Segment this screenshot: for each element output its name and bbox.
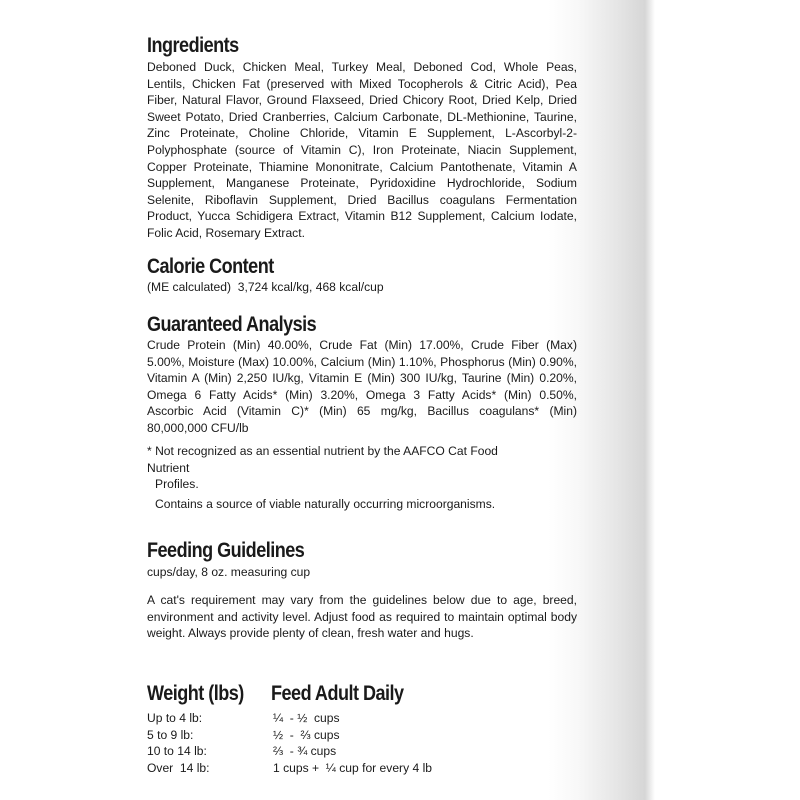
ingredients-list: Deboned Duck, Chicken Meal, Turkey Meal, Deboned Cod, Whole Peas, Lentils, Chicken Fat (preserved with Mixed Tocopherols & Citric Acid), Pea Fiber, Natural Flavor, Ground Flaxseed, Dried Chicory Root, Dried Kelp, Dried Sweet Potato, Dried Cranberries, Calcium Carbonate, DL-Methionine, Taurine, Zinc Proteinate, Choline Chloride, Vitamin E Supplement, L-Ascorbyl-2-Polyphosphate (source of Vitamin C), Iron Proteinate, Niacin Supplement, Copper Proteinate, Thiamine Mononitrate, Calcium Pantothenate, Vitamin A Supplement, Manganese Proteinate, Pyridoxidine Hydrochloride, Sodium Selenite, Riboflavin Supplement, Dried Bacillus coagulans Fermentation Product, Yucca Schidigera Extract, Vitamin B12 Supplement, Calcium Iodate, Folic Acid, Rosemary Extract. — [147, 60, 577, 240]
table-row — [147, 743, 577, 760]
analysis-heading: Guaranteed Analysis — [147, 313, 317, 336]
table-row — [147, 710, 577, 727]
weight-cell: Over 14 lb: — [147, 760, 210, 775]
feed-cell: ¼ - ½ cups — [273, 711, 340, 725]
footnote-line-1: * Not recognized as an essential nutrient by the AAFCO Cat Food — [147, 444, 498, 458]
weight-cell: Up to 4 lb: — [147, 711, 203, 725]
feed-cell: 1 cups + ¼ cup for every 4 lb — [273, 760, 432, 775]
footnote-line-3: Profiles. — [155, 477, 199, 492]
analysis-text: Crude Protein (Min) 40.00%, Crude Fat (Min) 17.00%, Crude Fiber (Max) 5.00%, Moisture (Max) 10.00%, Calcium (Min) 1.10%, Phosphorus (Min) 0.90%, Vitamin A (Min) 2,250 IU/kg, Vitamin E (Min) 300 IU/kg, Taurine (Min) 0.20%, Omega 6 Fatty Acids* (Min) 3.20%, Omega 3 Fatty Acids* (Min) 0.50%, Ascorbic Acid (Vitamin C)* (Min) 65 mg/kg, Bacillus coagulans* (Min) 80,000,000 CFU/lb — [147, 338, 577, 435]
weight-cell: 10 to 14 lb: — [147, 744, 207, 759]
weight-column-header: Weight (lbs) — [147, 682, 244, 705]
table-row — [147, 760, 577, 777]
footnote-line-2: Nutrient — [147, 460, 190, 475]
feeding-text: A cat's requirement may vary from the guidelines below due to age, breed, environment and activity level. Adjust food as required to maintain optimal body weight. Always provide plenty of clean, fresh water and hugs. — [147, 593, 577, 641]
table-row — [147, 727, 577, 744]
feeding-subtitle: cups/day, 8 oz. measuring cup — [147, 565, 311, 579]
feed-cell: ⅔ - ¾ cups — [273, 744, 337, 759]
calorie-heading: Calorie Content — [147, 255, 274, 278]
calorie-text: (ME calculated) 3,724 kcal/kg, 468 kcal/cup — [147, 280, 384, 294]
aafco-footnote — [147, 443, 577, 493]
ingredients-heading: Ingredients — [147, 34, 239, 57]
feed-column-header: Feed Adult Daily — [271, 682, 404, 705]
weight-cell: 5 to 9 lb: — [147, 727, 194, 742]
feeding-rows — [147, 710, 577, 776]
feed-cell: ½ - ⅔ cups — [273, 727, 340, 742]
microorganisms-note: Contains a source of viable naturally occurring microorganisms. — [155, 497, 496, 511]
feeding-heading: Feeding Guidelines — [147, 539, 305, 562]
